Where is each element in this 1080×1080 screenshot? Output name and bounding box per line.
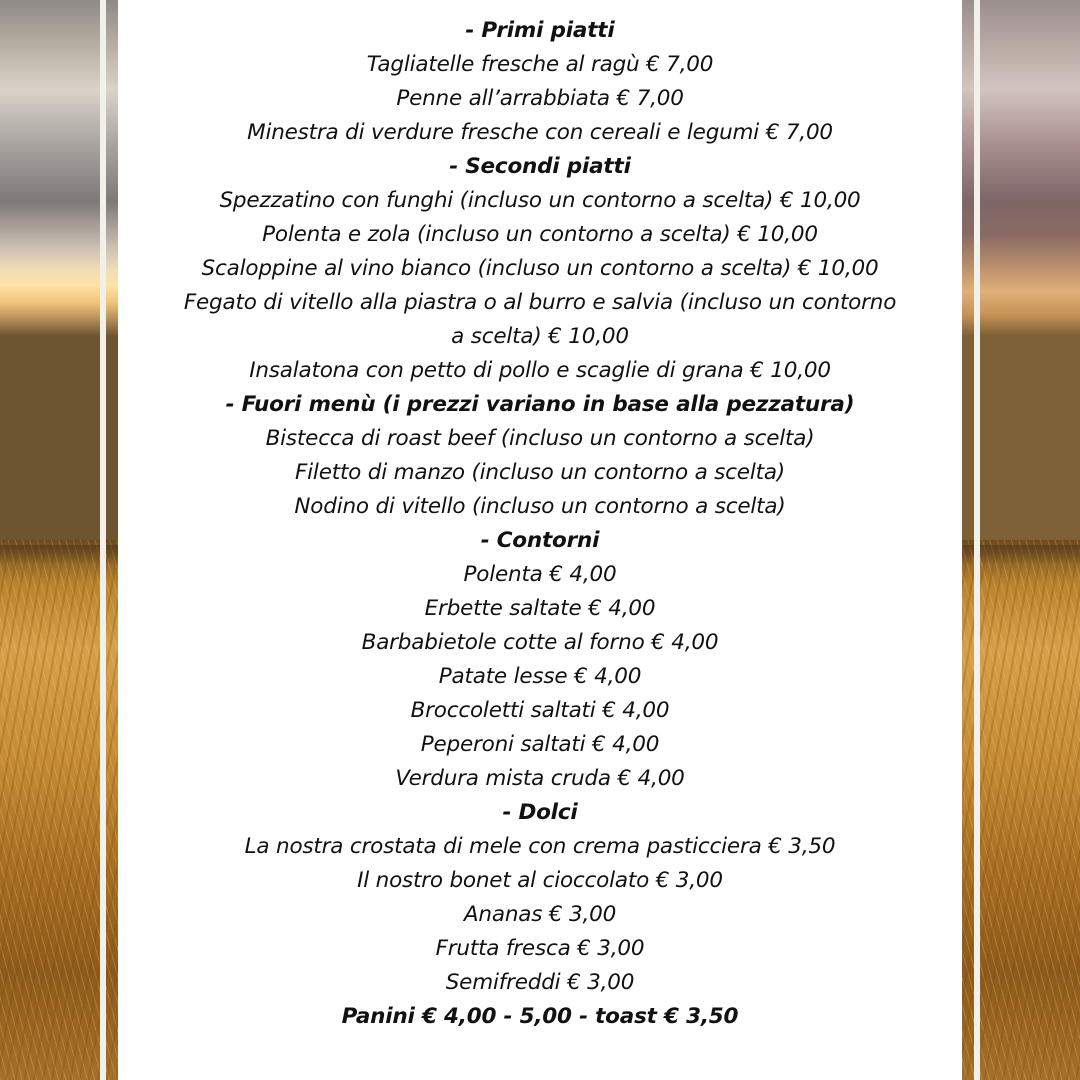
menu-section-heading: - Secondi piatti [449, 154, 631, 179]
menu-section-heading: Panini € 4,00 - 5,00 - toast € 3,50 [341, 1004, 739, 1029]
menu-item: Minestra di verdure fresche con cereali e legumi € 7,00 [247, 120, 833, 145]
menu-item: Scaloppine al vino bianco (incluso un contorno a scelta) € 10,00 [201, 256, 879, 281]
menu-item: Nodino di vitello (incluso un contorno a scelta) [294, 494, 786, 519]
menu-item: Semifreddi € 3,00 [445, 970, 635, 995]
menu-item: Polenta e zola (incluso un contorno a scelta) € 10,00 [262, 222, 818, 247]
menu-item: Broccoletti saltati € 4,00 [410, 698, 670, 723]
menu-item: Insalatona con petto di pollo e scaglie di grana € 10,00 [249, 358, 831, 383]
menu-item: Erbette saltate € 4,00 [424, 596, 656, 621]
menu-panel [118, 0, 962, 1080]
menu-item: Il nostro bonet al cioccolato € 3,00 [357, 868, 723, 893]
menu-item: Tagliatelle fresche al ragù € 7,00 [366, 52, 714, 77]
menu-item: La nostra crostata di mele con crema pasticciera € 3,50 [244, 834, 836, 859]
menu-item: Bistecca di roast beef (incluso un contorno a scelta) [265, 426, 815, 451]
menu-section-heading: - Fuori menù (i prezzi variano in base alla pezzatura) [225, 392, 855, 417]
menu-item: Polenta € 4,00 [463, 562, 617, 587]
menu-item: Peperoni saltati € 4,00 [420, 732, 660, 757]
menu-item: Fegato di vitello alla piastra o al burro e salvia (incluso un contorno [183, 290, 897, 315]
menu-item: Verdura mista cruda € 4,00 [395, 766, 685, 791]
menu-section-heading: - Primi piatti [465, 18, 615, 43]
menu-item: a scelta) € 10,00 [451, 324, 629, 349]
frame-line-left [100, 0, 106, 1080]
menu-item: Spezzatino con funghi (incluso un contorno a scelta) € 10,00 [219, 188, 861, 213]
menu-section-heading: - Contorni [480, 528, 600, 553]
menu-item: Penne all’arrabbiata € 7,00 [396, 86, 684, 111]
frame-line-right [974, 0, 980, 1080]
menu-list [118, 0, 962, 1034]
menu-item: Barbabietole cotte al forno € 4,00 [361, 630, 719, 655]
menu-item: Patate lesse € 4,00 [438, 664, 642, 689]
menu-section-heading: - Dolci [502, 800, 578, 825]
menu-item: Filetto di manzo (incluso un contorno a scelta) [294, 460, 785, 485]
menu-item: Frutta fresca € 3,00 [435, 936, 645, 961]
menu-item: Ananas € 3,00 [463, 902, 617, 927]
